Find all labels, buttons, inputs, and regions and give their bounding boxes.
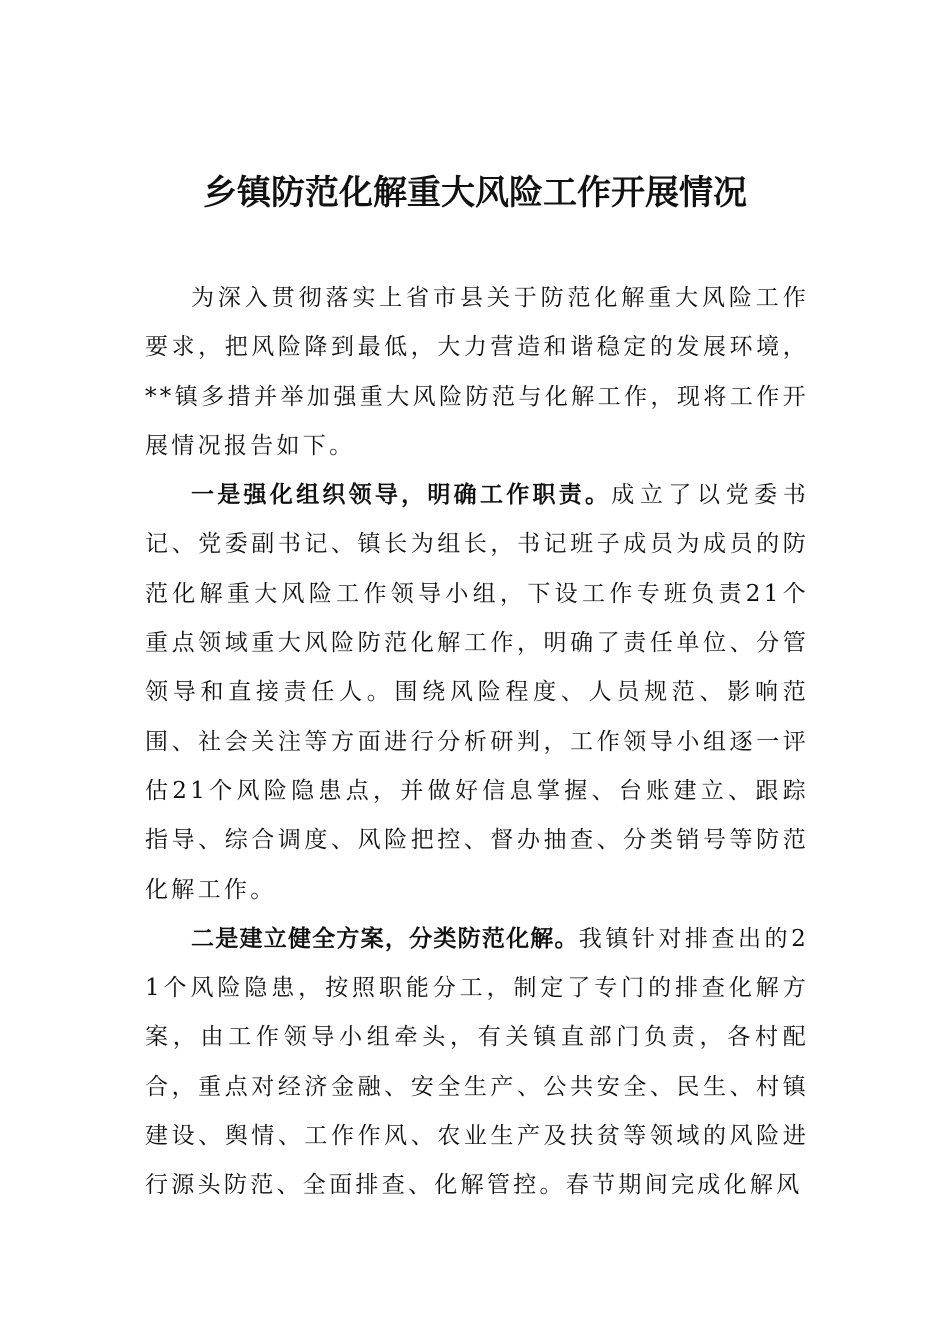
document-title: 乡镇防范化解重大风险工作开展情况 — [203, 173, 747, 213]
paragraph-intro — [145, 274, 809, 471]
paragraph-text: 为深入贯彻落实上省市县关于防范化解重大风险工作要求，把风险降到最低，大力营造和谐稳定的发展环境，**镇多措并举加强重大风险防范与化解工作，现将工作开展情况报告如下。 — [145, 285, 809, 459]
paragraph-text: 我镇针对排查出的21个风险隐患，按照职能分工，制定了专门的排查化解方案，由工作领导小组牵头，有关镇直部门负责，各村配合，重点对经济金融、安全生产、公共安全、民生、村镇建设、舆情、工作作风、农业生产及扶贫等领域的风险进行源头防范、全面排查、化解管控。春节期间完成化解风 — [145, 925, 809, 1199]
paragraph-lead: 二是建立健全方案，分类防范化解。 — [191, 925, 579, 952]
paragraph-plan — [145, 915, 809, 1211]
paragraph-organization — [145, 471, 809, 915]
paragraph-text: 成立了以党委书记、党委副书记、镇长为组长，书记班子成员为成员的防范化解重大风险工作领导小组，下设工作专班负责21个重点领域重大风险防范化解工作，明确了责任单位、分管领导和直接责任人。围绕风险程度、人员规范、影响范围、社会关注等方面进行分析研判，工作领导小组逐一评估21个风险隐患点，并做好信息掌握、台账建立、跟踪指导、综合调度、风险把控、督办抽查、分类销号等防范化解工作。 — [145, 482, 810, 903]
document-body — [145, 274, 809, 1211]
paragraph-lead: 一是强化组织领导，明确工作职责。 — [191, 482, 612, 509]
